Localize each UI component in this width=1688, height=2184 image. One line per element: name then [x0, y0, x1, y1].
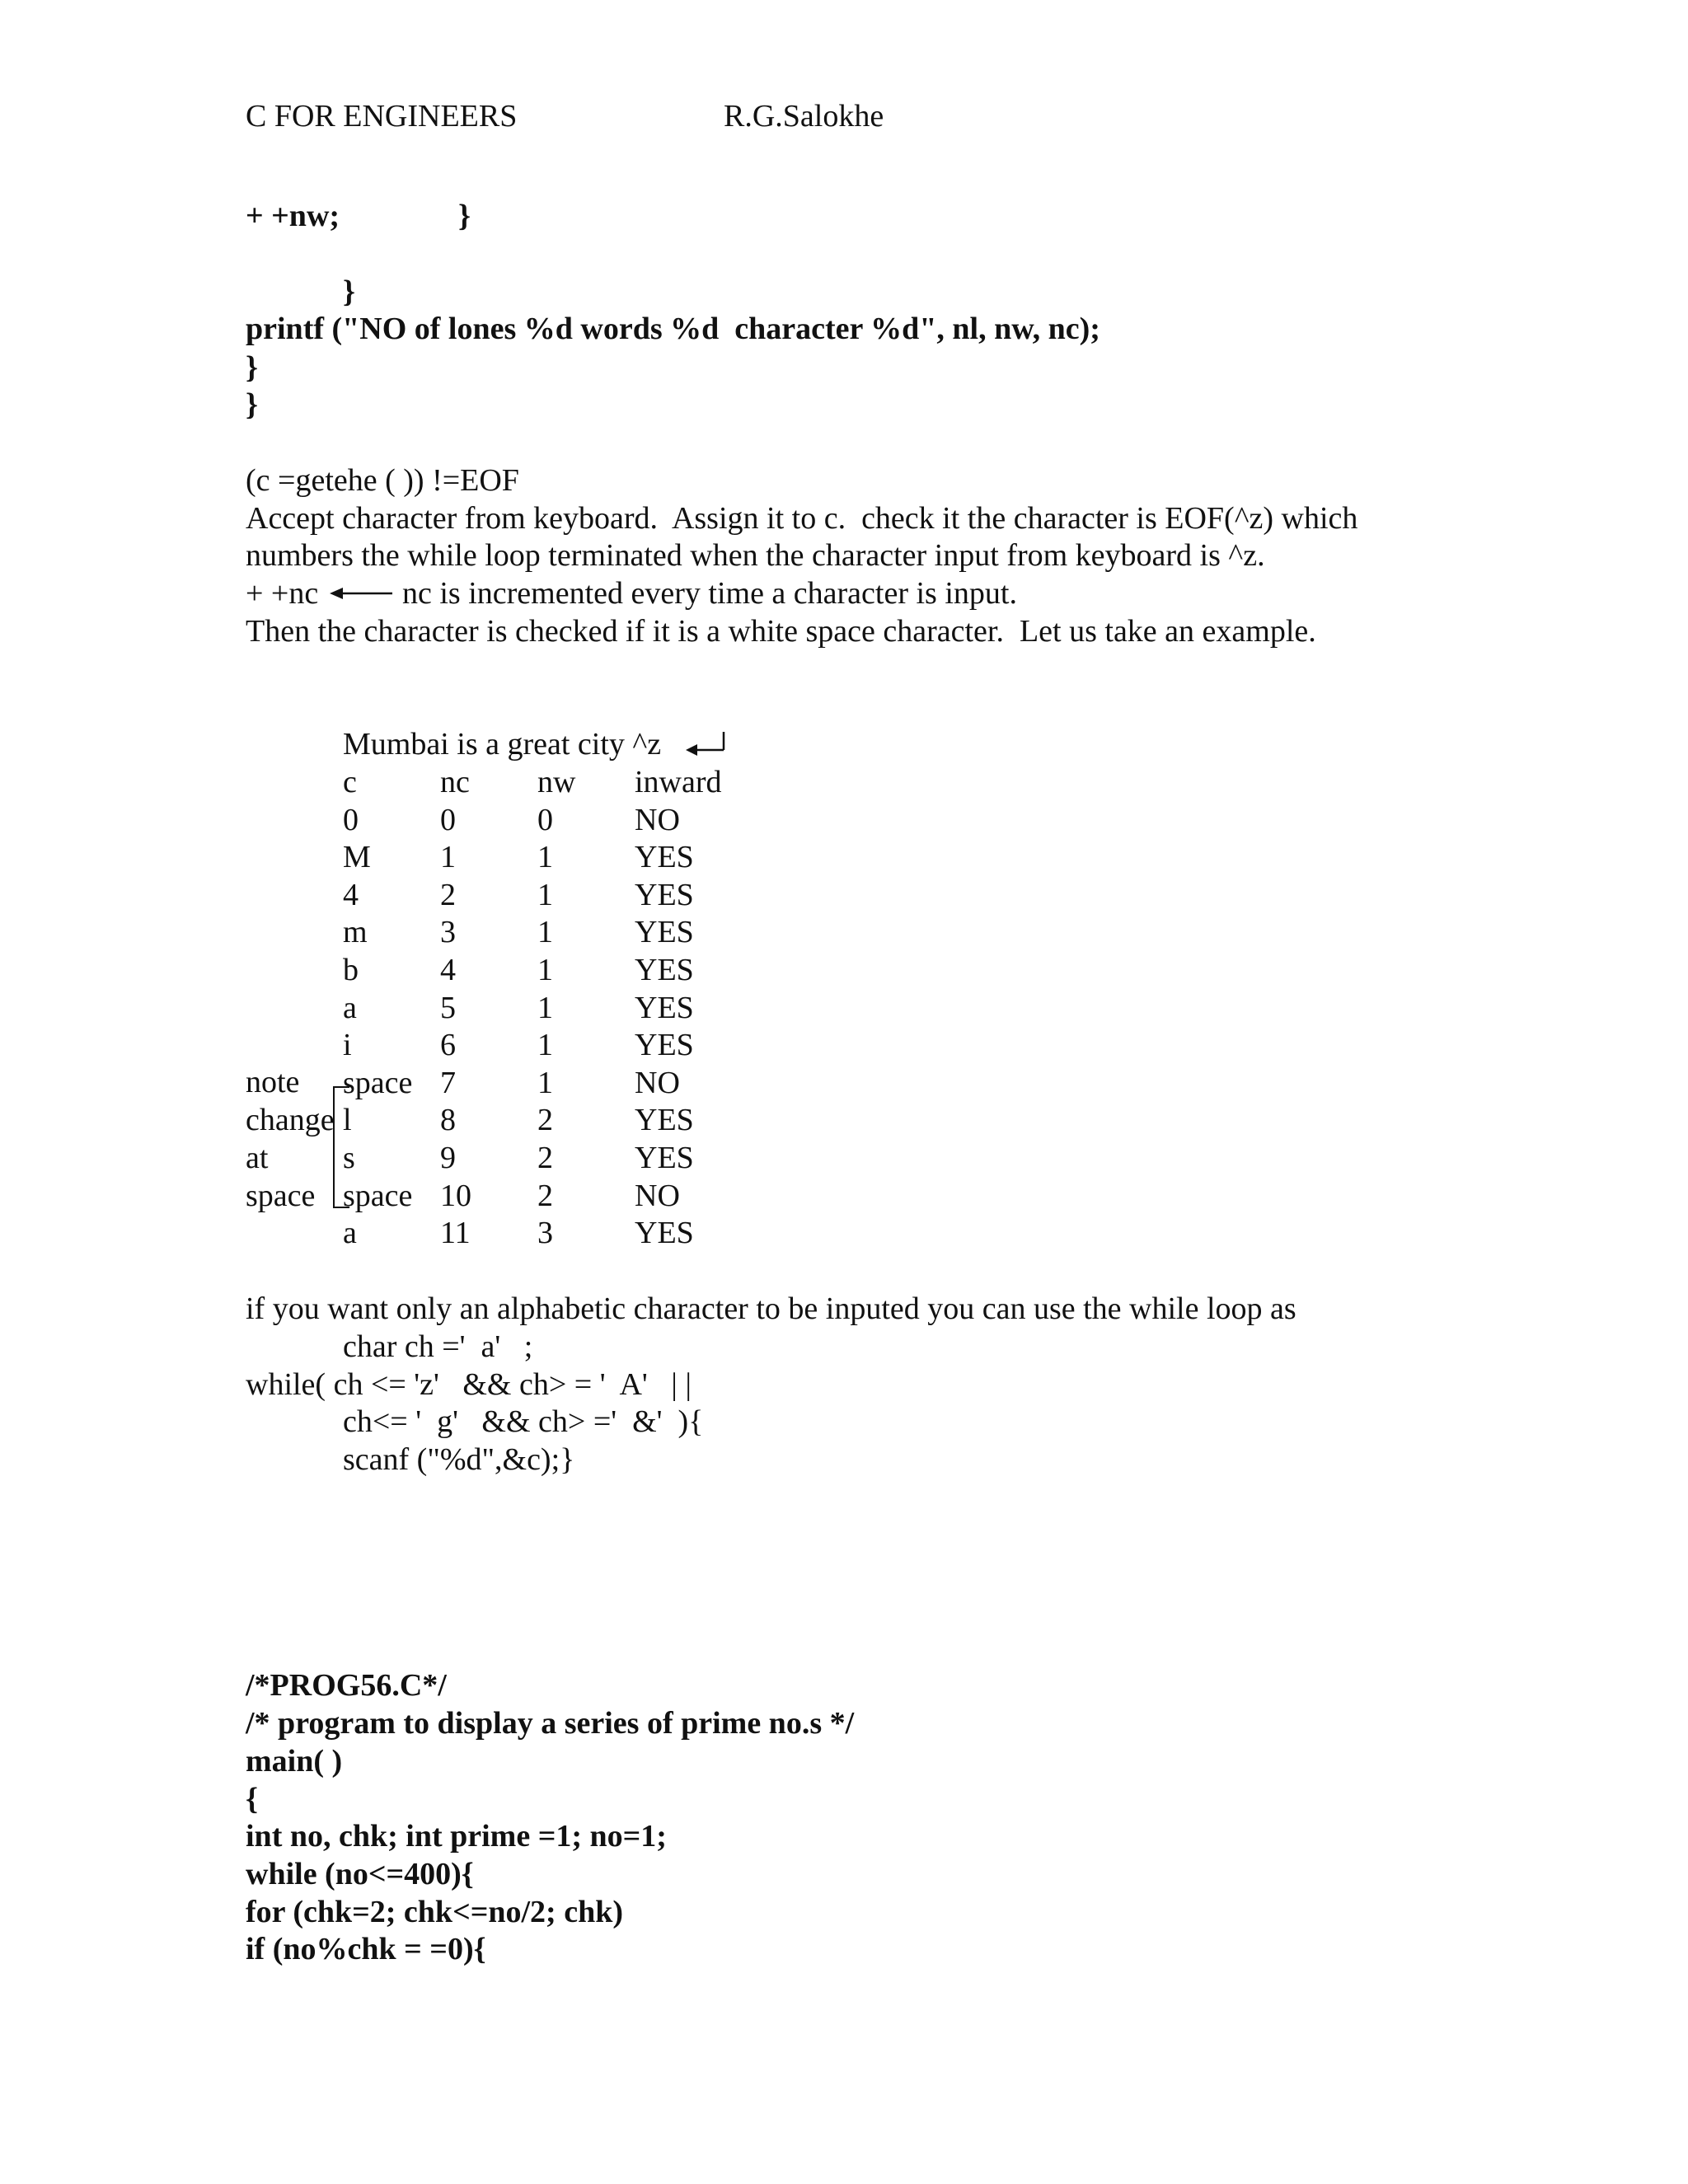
header-title: C FOR ENGINEERS — [246, 99, 518, 134]
prog-line: while (no<=400){ — [246, 1857, 474, 1891]
table-cell: 0 — [343, 803, 359, 837]
table-cell: 6 — [440, 1028, 456, 1062]
explain-line: nc is incremented every time a character is input. — [402, 576, 1017, 611]
prog-line: int no, chk; int prime =1; no=1; — [246, 1819, 667, 1854]
table-cell: M — [343, 840, 371, 874]
table-cell: YES — [635, 1103, 694, 1137]
table-cell: YES — [635, 878, 694, 912]
table-cell: 1 — [537, 991, 553, 1025]
prog-line: for (chk=2; chk<=no/2; chk) — [246, 1895, 624, 1929]
side-note-word: note — [246, 1065, 300, 1099]
table-cell: 2 — [440, 878, 456, 912]
table-cell: YES — [635, 840, 694, 874]
alpha-line: scanf ("%d",&c);} — [343, 1442, 575, 1477]
table-cell: YES — [635, 915, 694, 949]
table-cell: 5 — [440, 991, 456, 1025]
prog-line: /* program to display a series of prime no.s */ — [246, 1706, 855, 1741]
table-cell: 7 — [440, 1066, 456, 1100]
alpha-line: ch<= ' g' && ch> =' &' ){ — [343, 1404, 704, 1439]
table-cell: 2 — [537, 1179, 553, 1213]
explain-line: Accept character from keyboard. Assign it to c. check it the character is EOF(^z) which — [246, 501, 1358, 536]
table-cell: 2 — [537, 1103, 553, 1137]
table-cell: i — [343, 1028, 352, 1062]
table-cell: NO — [635, 803, 680, 837]
table-cell: YES — [635, 1141, 694, 1175]
side-note-word: change — [246, 1103, 335, 1137]
prog-line: { — [246, 1782, 258, 1816]
table-cell: 8 — [440, 1103, 456, 1137]
table-cell: NO — [635, 1066, 680, 1100]
code-brace: } — [343, 274, 355, 309]
table-cell: 0 — [440, 803, 456, 837]
table-cell: space — [343, 1066, 413, 1100]
explain-line: + +nc — [246, 576, 319, 611]
example-input: Mumbai is a great city ^z — [343, 727, 662, 762]
table-cell: 2 — [537, 1141, 553, 1175]
code-brace: } — [246, 387, 258, 422]
table-header-cell: nw — [537, 765, 576, 799]
table-cell: 3 — [537, 1216, 553, 1250]
left-arrow-icon — [330, 584, 394, 602]
table-cell: 0 — [537, 803, 553, 837]
prog-line: if (no%chk = =0){ — [246, 1932, 486, 1966]
table-cell: 9 — [440, 1141, 456, 1175]
code-line: printf ("NO of lones %d words %d character %d", nl, nw, nc); — [246, 312, 1100, 346]
table-header-cell: c — [343, 765, 357, 799]
table-cell: a — [343, 1216, 357, 1250]
table-cell: YES — [635, 1216, 694, 1250]
table-cell: NO — [635, 1179, 680, 1213]
explain-line: Then the character is checked if it is a white space character. Let us take an example. — [246, 614, 1316, 649]
prog-line: main( ) — [246, 1744, 343, 1779]
table-cell: 1 — [537, 953, 553, 987]
side-note-word: at — [246, 1141, 269, 1175]
bracket — [333, 1086, 349, 1208]
table-cell: 1 — [537, 1066, 553, 1100]
table-cell: YES — [635, 991, 694, 1025]
alpha-line: while( ch <= 'z' && ch> = ' A' | | — [246, 1367, 692, 1402]
explain-line: numbers the while loop terminated when the character input from keyboard is ^z. — [246, 538, 1265, 573]
table-cell: b — [343, 953, 359, 987]
table-cell: YES — [635, 1028, 694, 1062]
table-header-cell: inward — [635, 765, 722, 799]
header-author: R.G.Salokhe — [724, 99, 884, 134]
table-cell: a — [343, 991, 357, 1025]
explain-line: (c =getehe ( )) !=EOF — [246, 463, 519, 498]
table-cell: 1 — [537, 915, 553, 949]
code-line: + +nw; — [246, 199, 340, 233]
table-cell: 1 — [440, 840, 456, 874]
alpha-line: if you want only an alphabetic character to be inputed you can use the while loop as — [246, 1291, 1296, 1326]
table-cell: l — [343, 1103, 352, 1137]
table-cell: 1 — [537, 1028, 553, 1062]
side-note-word: space — [246, 1179, 316, 1213]
table-cell: 11 — [440, 1216, 471, 1250]
table-cell: 4 — [343, 878, 359, 912]
table-cell: 3 — [440, 915, 456, 949]
table-cell: 10 — [440, 1179, 471, 1213]
alpha-line: char ch =' a' ; — [343, 1329, 533, 1364]
code-brace: } — [246, 350, 258, 385]
prog-line: /*PROG56.C*/ — [246, 1668, 447, 1703]
table-cell: m — [343, 915, 368, 949]
table-header-cell: nc — [440, 765, 470, 799]
table-cell: space — [343, 1179, 413, 1213]
table-cell: s — [343, 1141, 355, 1175]
table-cell: 1 — [537, 840, 553, 874]
return-key-icon — [686, 730, 727, 758]
table-cell: YES — [635, 953, 694, 987]
table-cell: 1 — [537, 878, 553, 912]
table-cell: 4 — [440, 953, 456, 987]
code-brace: } — [458, 199, 471, 233]
